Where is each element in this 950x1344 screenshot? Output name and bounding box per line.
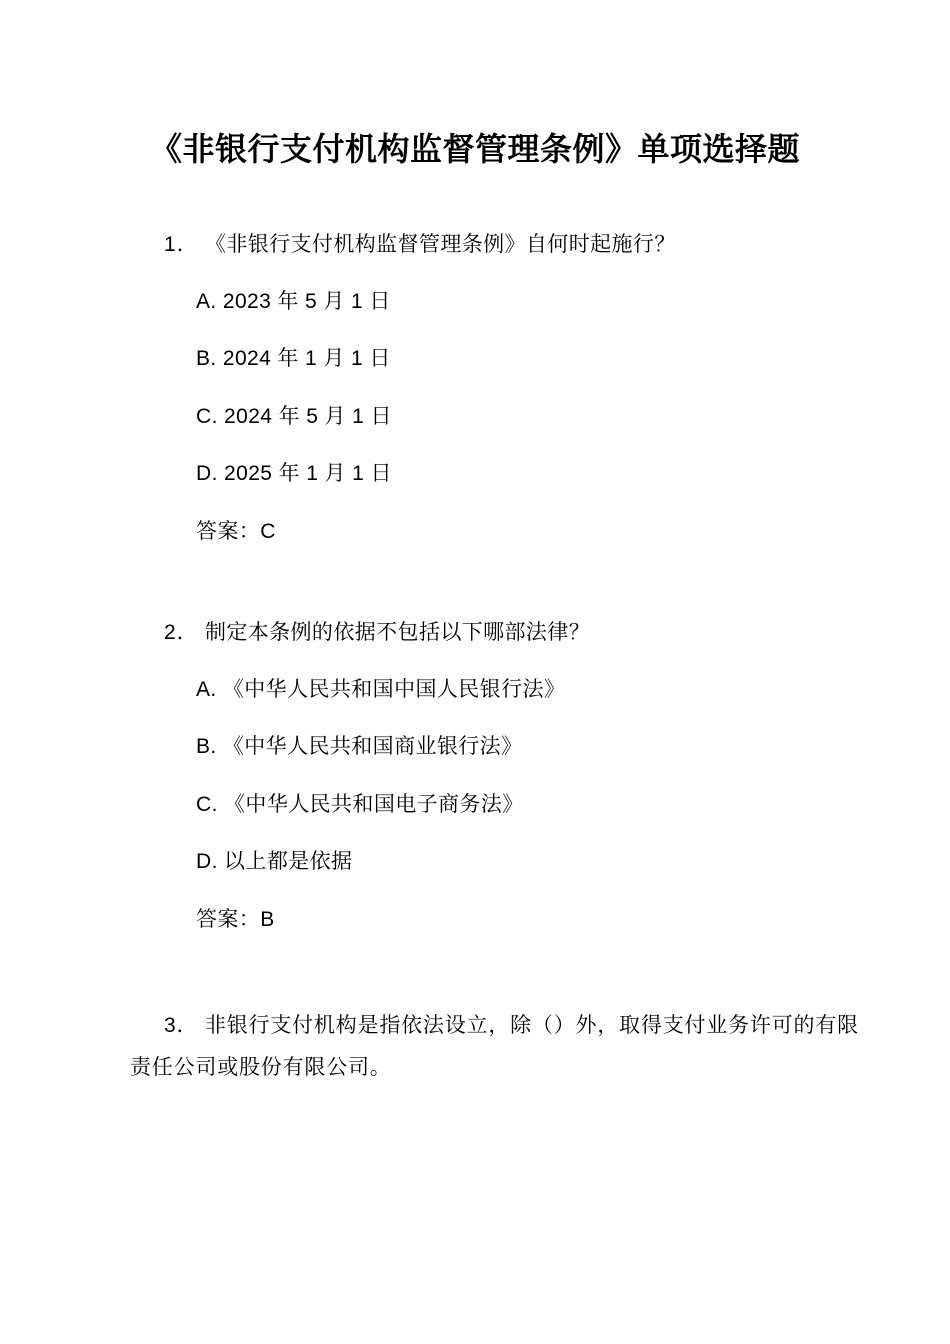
question-item	[84, 229, 866, 547]
question-stem	[84, 1005, 866, 1089]
question-number: 2．	[164, 621, 199, 645]
page-title: 《非银行支付机构监督管理条例》单项选择题	[149, 131, 800, 167]
option-a[interactable]: A. 2023 年 5 月 1 日	[196, 289, 391, 313]
option-c[interactable]: C. 《中华人民共和国电子商务法》	[196, 792, 524, 816]
section-gap	[84, 581, 866, 617]
option-d[interactable]: D. 以上都是依据	[196, 850, 353, 874]
question-stem	[84, 617, 866, 650]
question-item	[84, 617, 866, 935]
option-d[interactable]: D. 2025 年 1 月 1 日	[196, 462, 392, 486]
question-number: 3．	[164, 1014, 199, 1038]
option-b[interactable]: B. 2024 年 1 月 1 日	[196, 347, 391, 371]
question-item	[84, 1005, 866, 1089]
question-text: 制定本条例的依据不包括以下哪部法律？	[204, 621, 591, 645]
option-c[interactable]: C. 2024 年 5 月 1 日	[196, 404, 392, 428]
answer-line: 答案：C	[196, 519, 276, 543]
section-gap	[84, 969, 866, 1005]
question-text: 非银行支付机构是指依法设立，除（）外，取得支付业务许可的有限责任公司或股份有限公司。	[130, 1014, 859, 1080]
question-number: 1．	[164, 233, 199, 257]
answer-line: 答案：B	[196, 907, 275, 931]
option-a[interactable]: A. 《中华人民共和国中国人民银行法》	[196, 677, 566, 701]
question-stem	[84, 229, 866, 262]
question-list	[84, 229, 866, 1089]
question-text: 《非银行支付机构监督管理条例》自何时起施行？	[204, 233, 676, 257]
option-b[interactable]: B. 《中华人民共和国商业银行法》	[196, 735, 523, 759]
